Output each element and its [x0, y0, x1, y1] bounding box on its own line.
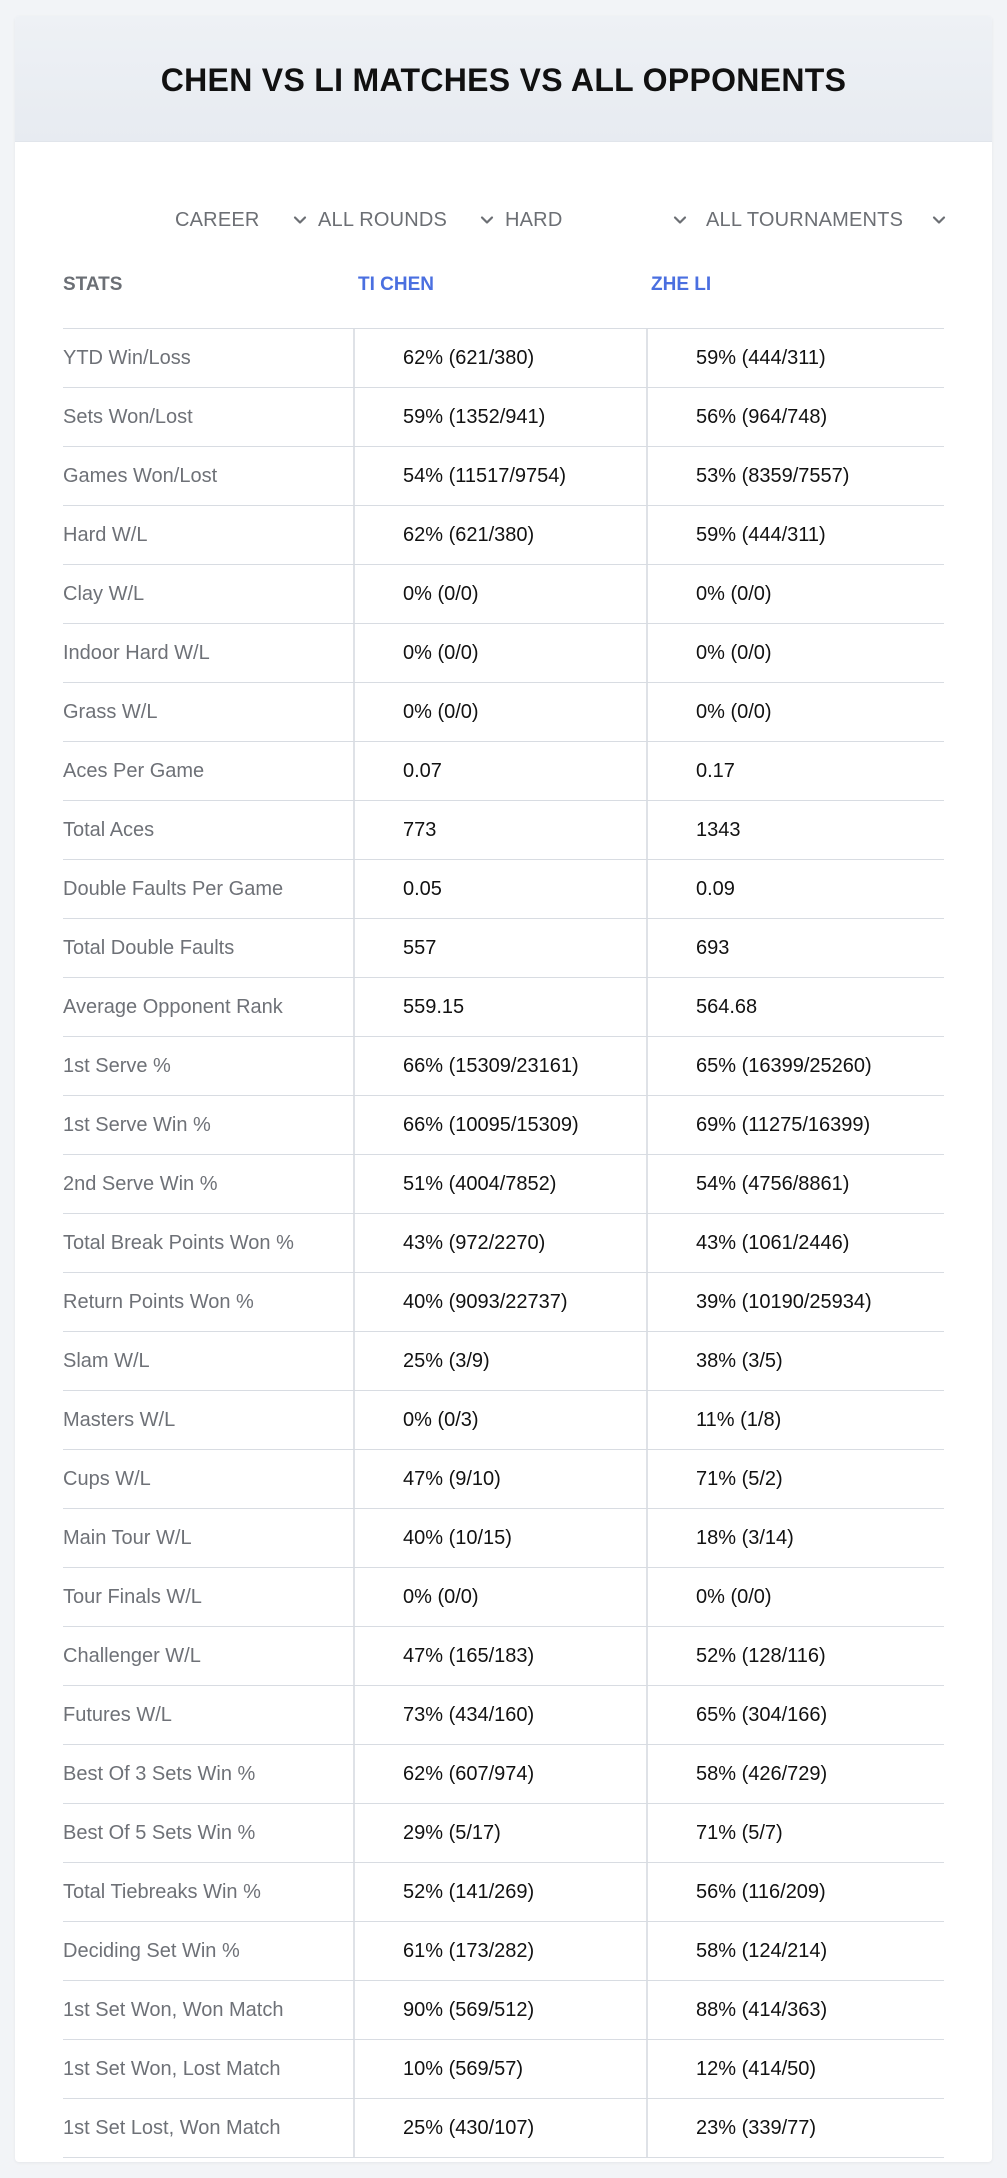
table-row: [63, 860, 944, 919]
stat-label: Return Points Won %: [63, 1291, 254, 1313]
filter-bar: [15, 190, 992, 250]
player2-value: 18% (3/14): [646, 1509, 944, 1567]
table-row: [63, 919, 944, 978]
player2-value: 56% (964/748): [646, 388, 944, 446]
player1-value: 559.15: [353, 978, 646, 1036]
player2-value: 0.09: [646, 860, 944, 918]
player1-value: 66% (10095/15309): [353, 1096, 646, 1154]
table-row: [63, 1922, 944, 1981]
player1-value: 62% (621/380): [353, 506, 646, 564]
filter-label: HARD: [505, 208, 563, 231]
table-row: [63, 1745, 944, 1804]
player1-value: 40% (10/15): [353, 1509, 646, 1567]
player1-value: 0% (0/3): [353, 1391, 646, 1449]
player2-value: 69% (11275/16399): [646, 1096, 944, 1154]
player2-value: 693: [646, 919, 944, 977]
player1-value: 0% (0/0): [353, 565, 646, 623]
chevron-down-icon: [478, 211, 496, 229]
table-row: [63, 1214, 944, 1273]
stat-label: 2nd Serve Win %: [63, 1173, 218, 1195]
stat-label: Clay W/L: [63, 583, 145, 605]
player1-value: 773: [353, 801, 646, 859]
table-row: [63, 1863, 944, 1922]
column-header-stats: STATS: [63, 274, 123, 295]
filter-surface-select[interactable]: [505, 190, 695, 250]
stat-label: Total Break Points Won %: [63, 1232, 294, 1254]
player2-value: 39% (10190/25934): [646, 1273, 944, 1331]
player2-value: 65% (304/166): [646, 1686, 944, 1744]
stat-label: Total Aces: [63, 819, 155, 841]
player2-value: 58% (426/729): [646, 1745, 944, 1803]
stat-label: Tour Finals W/L: [63, 1586, 202, 1608]
stat-label: Hard W/L: [63, 524, 148, 546]
column-header-player2[interactable]: ZHE LI: [651, 274, 712, 295]
table-row: [63, 1981, 944, 2040]
player1-value: 51% (4004/7852): [353, 1155, 646, 1213]
stat-label: Total Tiebreaks Win %: [63, 1881, 261, 1903]
filter-label: CAREER: [175, 208, 260, 231]
stat-label: Total Double Faults: [63, 937, 235, 959]
player2-value: 56% (116/209): [646, 1863, 944, 1921]
stat-label: 1st Set Won, Won Match: [63, 1999, 284, 2021]
player2-value: 52% (128/116): [646, 1627, 944, 1685]
filter-rounds-select[interactable]: [318, 190, 502, 250]
table-row: [63, 329, 944, 388]
card-header: [15, 16, 992, 142]
player2-value: 43% (1061/2446): [646, 1214, 944, 1272]
stat-label: Games Won/Lost: [63, 465, 218, 487]
stat-label: Double Faults Per Game: [63, 878, 284, 900]
table-row: [63, 742, 944, 801]
player1-value: 29% (5/17): [353, 1804, 646, 1862]
table-row: [63, 1568, 944, 1627]
player1-value: 25% (3/9): [353, 1332, 646, 1390]
table-row: [63, 1273, 944, 1332]
player2-value: 564.68: [646, 978, 944, 1036]
table-row: [63, 388, 944, 447]
stat-label: Masters W/L: [63, 1409, 176, 1431]
table-row: [63, 1096, 944, 1155]
player2-value: 54% (4756/8861): [646, 1155, 944, 1213]
stat-label: Slam W/L: [63, 1350, 150, 1372]
player2-value: 59% (444/311): [646, 329, 944, 387]
stat-label: Average Opponent Rank: [63, 996, 283, 1018]
table-row: [63, 683, 944, 742]
player1-value: 0% (0/0): [353, 624, 646, 682]
player2-value: 38% (3/5): [646, 1332, 944, 1390]
player2-value: 65% (16399/25260): [646, 1037, 944, 1095]
player2-value: 58% (124/214): [646, 1922, 944, 1980]
player1-value: 61% (173/282): [353, 1922, 646, 1980]
table-row: [63, 1391, 944, 1450]
stats-table: [63, 250, 944, 2158]
player1-value: 557: [353, 919, 646, 977]
player1-value: 90% (569/512): [353, 1981, 646, 2039]
player2-value: 88% (414/363): [646, 1981, 944, 2039]
stat-label: 1st Set Lost, Won Match: [63, 2117, 281, 2139]
player1-value: 0% (0/0): [353, 1568, 646, 1626]
chevron-down-icon: [930, 211, 948, 229]
stat-label: 1st Serve Win %: [63, 1114, 211, 1136]
table-row: [63, 506, 944, 565]
player2-value: 0% (0/0): [646, 683, 944, 741]
stat-label: Aces Per Game: [63, 760, 205, 782]
stat-label: Cups W/L: [63, 1468, 151, 1490]
player1-value: 25% (430/107): [353, 2099, 646, 2157]
table-row: [63, 1804, 944, 1863]
player2-value: 0% (0/0): [646, 1568, 944, 1626]
stat-label: Main Tour W/L: [63, 1527, 192, 1549]
stat-label: Challenger W/L: [63, 1645, 201, 1667]
player1-value: 10% (569/57): [353, 2040, 646, 2098]
table-row: [63, 2040, 944, 2099]
player1-value: 40% (9093/22737): [353, 1273, 646, 1331]
player1-value: 47% (165/183): [353, 1627, 646, 1685]
player1-value: 54% (11517/9754): [353, 447, 646, 505]
stat-label: 1st Set Won, Lost Match: [63, 2058, 281, 2080]
table-header: [63, 250, 944, 329]
player1-value: 47% (9/10): [353, 1450, 646, 1508]
table-row: [63, 978, 944, 1037]
player2-value: 0% (0/0): [646, 565, 944, 623]
table-row: [63, 1509, 944, 1568]
table-row: [63, 1037, 944, 1096]
player2-value: 12% (414/50): [646, 2040, 944, 2098]
table-body: [63, 329, 944, 2158]
player1-value: 62% (621/380): [353, 329, 646, 387]
player1-value: 73% (434/160): [353, 1686, 646, 1744]
stat-label: Deciding Set Win %: [63, 1940, 240, 1962]
player2-value: 53% (8359/7557): [646, 447, 944, 505]
stat-label: Best Of 3 Sets Win %: [63, 1763, 256, 1785]
player2-value: 0.17: [646, 742, 944, 800]
table-row: [63, 1450, 944, 1509]
page-title: CHEN VS LI MATCHES VS ALL OPPONENTS: [160, 61, 847, 98]
table-row: [63, 2099, 944, 2158]
player2-value: 71% (5/7): [646, 1804, 944, 1862]
player1-value: 0.05: [353, 860, 646, 918]
player1-value: 0.07: [353, 742, 646, 800]
table-row: [63, 1686, 944, 1745]
table-row: [63, 801, 944, 860]
stat-label: YTD Win/Loss: [63, 347, 191, 369]
filter-tournaments-select[interactable]: [706, 190, 954, 250]
player2-value: 23% (339/77): [646, 2099, 944, 2157]
filter-label: ALL ROUNDS: [318, 208, 448, 231]
table-row: [63, 1627, 944, 1686]
filter-label: ALL TOURNAMENTS: [706, 208, 904, 231]
chevron-down-icon: [671, 211, 689, 229]
table-row: [63, 1155, 944, 1214]
stat-label: 1st Serve %: [63, 1055, 171, 1077]
player1-value: 66% (15309/23161): [353, 1037, 646, 1095]
player2-value: 1343: [646, 801, 944, 859]
chevron-down-icon: [291, 211, 309, 229]
player2-value: 11% (1/8): [646, 1391, 944, 1449]
stat-label: Sets Won/Lost: [63, 406, 193, 428]
stats-card: [15, 16, 992, 2162]
player2-value: 0% (0/0): [646, 624, 944, 682]
table-row: [63, 624, 944, 683]
player1-value: 43% (972/2270): [353, 1214, 646, 1272]
column-header-player1[interactable]: TI CHEN: [358, 274, 434, 295]
player1-value: 59% (1352/941): [353, 388, 646, 446]
stat-label: Futures W/L: [63, 1704, 172, 1726]
player1-value: 62% (607/974): [353, 1745, 646, 1803]
player1-value: 52% (141/269): [353, 1863, 646, 1921]
player2-value: 59% (444/311): [646, 506, 944, 564]
table-row: [63, 565, 944, 624]
table-row: [63, 447, 944, 506]
stat-label: Indoor Hard W/L: [63, 642, 210, 664]
player2-value: 71% (5/2): [646, 1450, 944, 1508]
filter-career-select[interactable]: [175, 190, 315, 250]
player1-value: 0% (0/0): [353, 683, 646, 741]
stat-label: Best Of 5 Sets Win %: [63, 1822, 256, 1844]
table-row: [63, 1332, 944, 1391]
stat-label: Grass W/L: [63, 701, 158, 723]
